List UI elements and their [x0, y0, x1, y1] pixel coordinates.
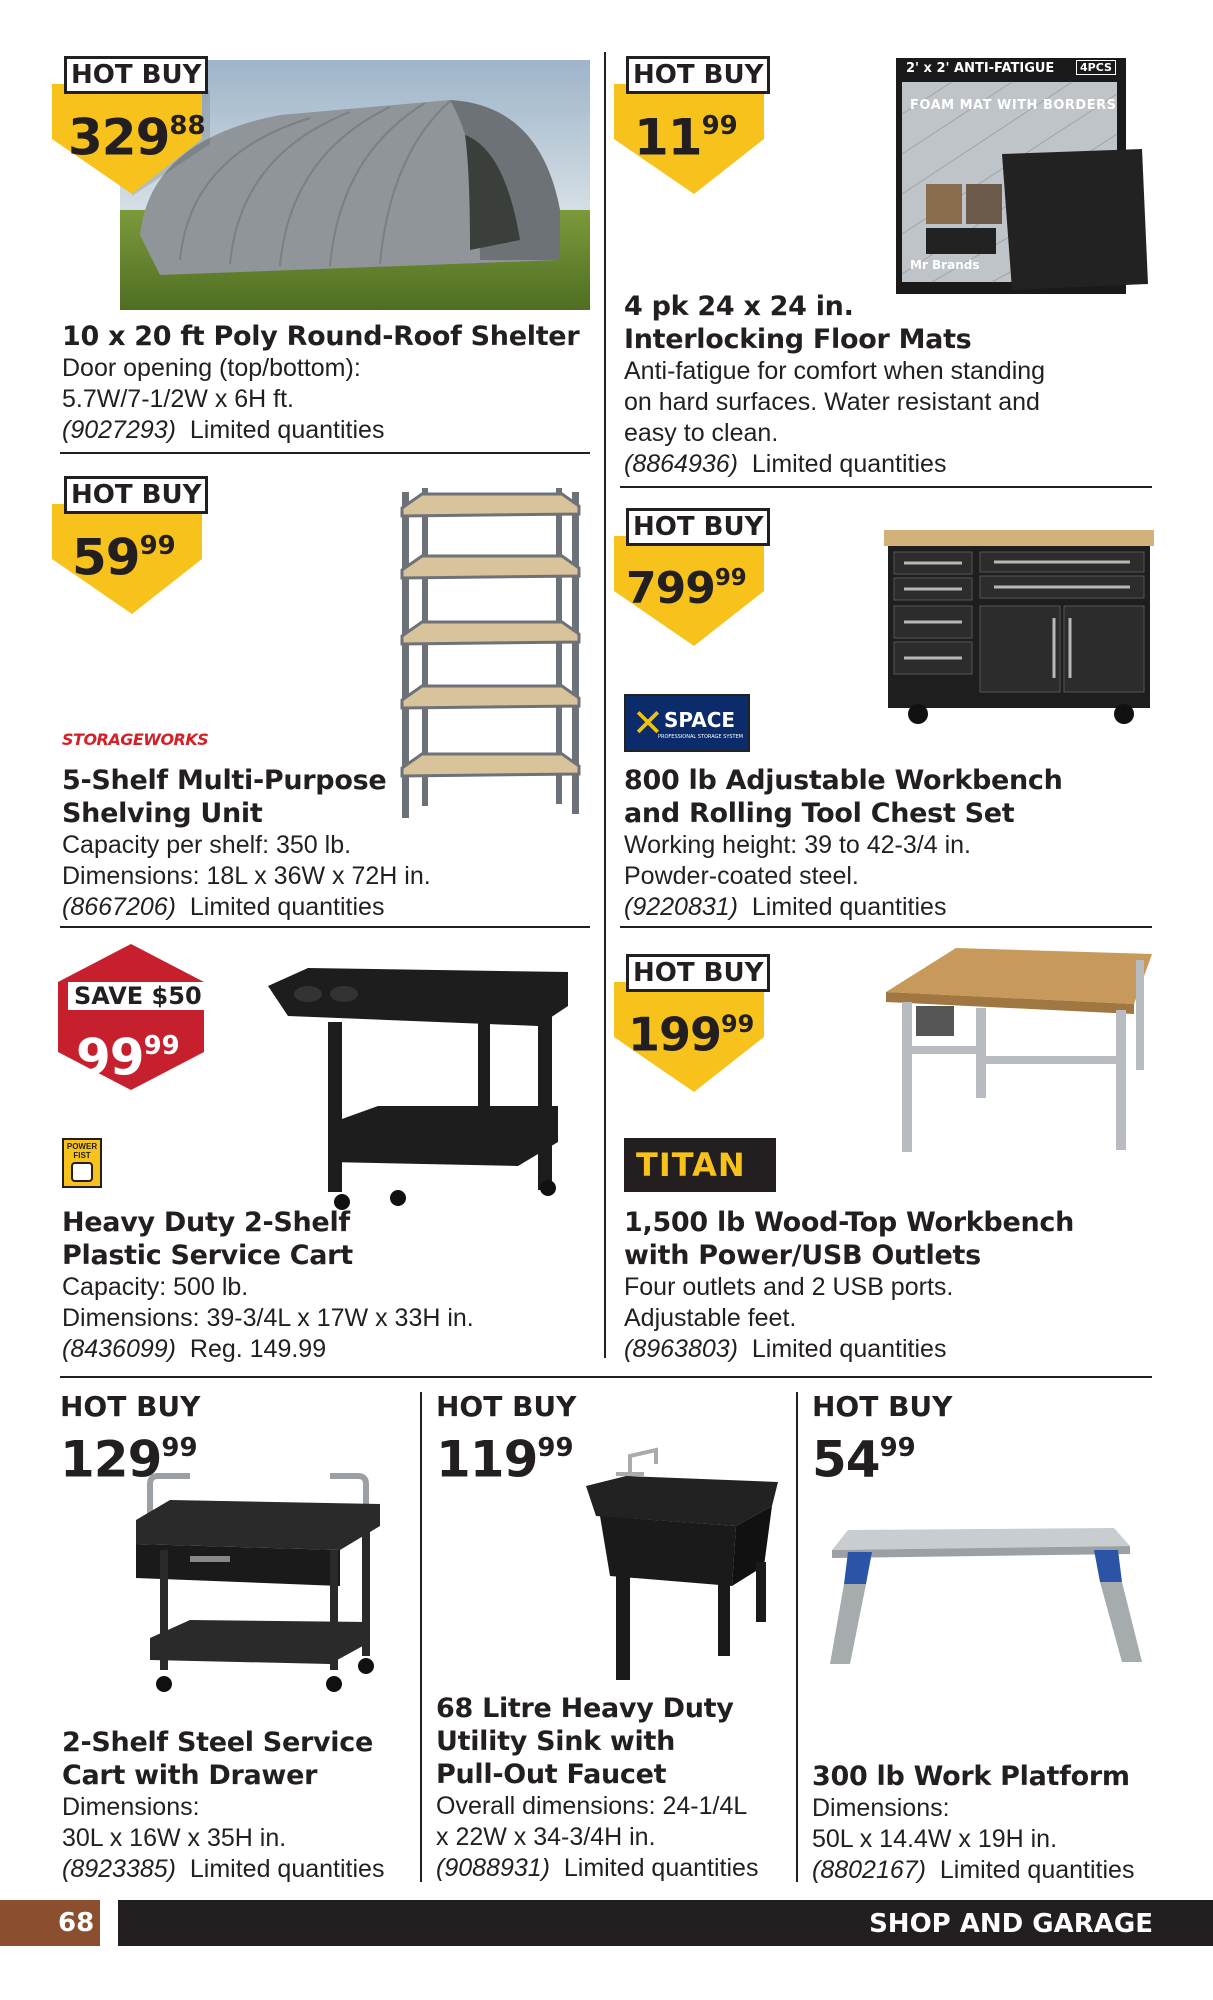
tool-chest-image [884, 528, 1154, 728]
product-title: 800 lb Adjustable Workbench [624, 765, 1063, 796]
section-title: SHOP AND GARAGE [869, 1909, 1153, 1939]
row-divider [620, 926, 1152, 928]
row-divider [620, 486, 1152, 488]
product-desc-line: Capacity: 500 lb. [62, 1273, 249, 1301]
column-divider [796, 1392, 798, 1882]
price: $99^{99}$ [76, 1028, 180, 1087]
badge-label: HOT BUY [626, 56, 770, 94]
utility-sink-image [586, 1446, 778, 1682]
product-note: Limited quantities [189, 416, 385, 444]
power-fist-logo-text: POWER FIST [66, 1142, 98, 1160]
product-desc-line: x 22W x 34-3/4H in. [436, 1823, 656, 1851]
badge-label: HOT BUY [436, 1390, 577, 1423]
hot-buy-badge [52, 476, 210, 616]
floor-mats-package-image [892, 54, 1154, 300]
badge-label: HOT BUY [60, 1390, 201, 1423]
chevron-right-icon [100, 1900, 118, 1946]
hot-buy-badge [614, 56, 772, 196]
hot-buy-badge [614, 508, 772, 648]
price: $59^{99}$ [72, 528, 176, 587]
product-title: 10 x 20 ft Poly Round-Roof Shelter [62, 321, 580, 352]
product-desc-line: 5.7W/7-1/2W x 6H ft. [62, 385, 295, 413]
product-title: 300 lb Work Platform [812, 1761, 1130, 1792]
badge-label: HOT BUY [626, 954, 770, 992]
product-desc-line: Door opening (top/bottom): [62, 354, 361, 382]
product-sku: (8864936) [624, 450, 738, 478]
fist-icon [71, 1162, 93, 1182]
product-desc-line: Powder-coated steel. [624, 862, 859, 890]
product-desc-line: easy to clean. [624, 419, 779, 447]
page-number: 68 [58, 1908, 95, 1938]
product-title: and Rolling Tool Chest Set [624, 798, 1015, 829]
product-desc-line: Dimensions: [62, 1793, 200, 1821]
product-note: Limited quantities [189, 1855, 385, 1883]
package-count: 4PCS [1076, 60, 1116, 75]
product-title: 2-Shelf Steel Service [62, 1727, 373, 1758]
badge-label: SAVE $50 [68, 982, 208, 1010]
product-sku: (8963803) [624, 1335, 738, 1363]
product-sku: (8436099) [62, 1335, 176, 1363]
wood-top-workbench-image [886, 946, 1154, 1160]
product-info [62, 1206, 592, 1365]
xspace-logo [624, 694, 750, 752]
product-desc-line: Dimensions: 39-3/4L x 17W x 33H in. [62, 1304, 474, 1332]
price-block [812, 1390, 953, 1489]
steel-service-cart-image [130, 1470, 386, 1700]
product-info [62, 764, 592, 923]
product-desc-line: Working height: 39 to 42-3/4 in. [624, 831, 971, 859]
price: $799^{99}$ [626, 562, 747, 614]
product-note: Limited quantities [751, 893, 947, 921]
product-title: Plastic Service Cart [62, 1240, 353, 1271]
product-desc-line: on hard surfaces. Water resistant and [624, 388, 1040, 416]
product-sku: (8923385) [62, 1855, 176, 1883]
hot-buy-badge [614, 954, 772, 1094]
work-platform-image [812, 1522, 1154, 1668]
product-info [624, 764, 1154, 923]
product-note: Limited quantities [751, 1335, 947, 1363]
product-desc-line: 30L x 16W x 35H in. [62, 1824, 287, 1852]
product-desc-line: Overall dimensions: 24-1/4L [436, 1792, 748, 1820]
hot-buy-badge [52, 56, 210, 196]
product-desc-line: Anti-fatigue for comfort when standing [624, 357, 1046, 385]
product-sku: (9220831) [624, 893, 738, 921]
product-note: Limited quantities [189, 893, 385, 921]
product-title: Pull-Out Faucet [436, 1759, 667, 1790]
product-info [624, 290, 1154, 480]
package-brand: Mr Brands [910, 258, 980, 272]
product-info [62, 1726, 412, 1885]
product-title: Shelving Unit [62, 798, 263, 829]
storageworks-logo: STORAGEWORKS [62, 730, 209, 749]
save-badge [56, 942, 214, 1087]
product-desc-line: Dimensions: [812, 1794, 950, 1822]
product-desc-line: Dimensions: 18L x 36W x 72H in. [62, 862, 431, 890]
xspace-logo-subtext: PROFESSIONAL STORAGE SYSTEM [658, 734, 744, 740]
product-note: Limited quantities [563, 1854, 759, 1882]
price: $329^{88}$ [68, 108, 206, 167]
badge-label: HOT BUY [626, 508, 770, 546]
product-sku: (8802167) [812, 1856, 926, 1884]
package-subtitle: FOAM MAT WITH BORDERS [910, 98, 1117, 113]
product-sku: (8667206) [62, 893, 176, 921]
price: $11^{99}$ [634, 108, 738, 167]
product-info [436, 1692, 796, 1884]
product-info [62, 320, 592, 446]
package-title: 2' x 2' ANTI-FATIGUE [906, 61, 1055, 76]
row-divider [60, 452, 590, 454]
product-desc-line: Four outlets and 2 USB ports. [624, 1273, 954, 1301]
titan-logo-text: TITAN [636, 1146, 746, 1184]
product-sku: (9027293) [62, 416, 176, 444]
product-desc-line: Capacity per shelf: 350 lb. [62, 831, 352, 859]
column-divider [420, 1392, 422, 1882]
price: $119^{99}$ [436, 1430, 574, 1489]
product-title: 4 pk 24 x 24 in. [624, 291, 854, 322]
product-desc-line: Adjustable feet. [624, 1304, 797, 1332]
product-title: Cart with Drawer [62, 1760, 318, 1791]
product-title: 5-Shelf Multi-Purpose [62, 765, 387, 796]
price: $199^{99}$ [628, 1007, 755, 1062]
product-title: 68 Litre Heavy Duty [436, 1693, 734, 1724]
product-sku: (9088931) [436, 1854, 550, 1882]
row-divider [60, 1376, 1152, 1378]
column-divider [604, 52, 606, 1358]
product-title: Heavy Duty 2-Shelf [62, 1207, 350, 1238]
product-title: Interlocking Floor Mats [624, 324, 972, 355]
x-mark-icon: ✕ [632, 701, 664, 745]
product-title: 1,500 lb Wood-Top Workbench [624, 1207, 1075, 1238]
xspace-logo-text: SPACE [664, 708, 736, 732]
product-info [624, 1206, 1154, 1365]
product-title: with Power/USB Outlets [624, 1240, 981, 1271]
price: $129^{99}$ [60, 1430, 198, 1489]
badge-label: HOT BUY [64, 56, 208, 94]
product-desc-line: 50L x 14.4W x 19H in. [812, 1825, 1058, 1853]
badge-label: HOT BUY [812, 1390, 953, 1423]
product-title: Utility Sink with [436, 1726, 676, 1757]
plastic-service-cart-image [268, 966, 578, 1214]
power-fist-logo [62, 1138, 102, 1188]
product-info [812, 1760, 1172, 1886]
product-note: Limited quantities [751, 450, 947, 478]
titan-logo [624, 1138, 776, 1192]
price-block [436, 1390, 577, 1489]
product-note: Limited quantities [939, 1856, 1135, 1884]
price: $54^{99}$ [812, 1430, 916, 1489]
row-divider [60, 926, 590, 928]
product-note: Reg. 149.99 [189, 1335, 327, 1363]
page-footer [0, 1900, 1213, 1946]
badge-label: HOT BUY [64, 476, 208, 514]
